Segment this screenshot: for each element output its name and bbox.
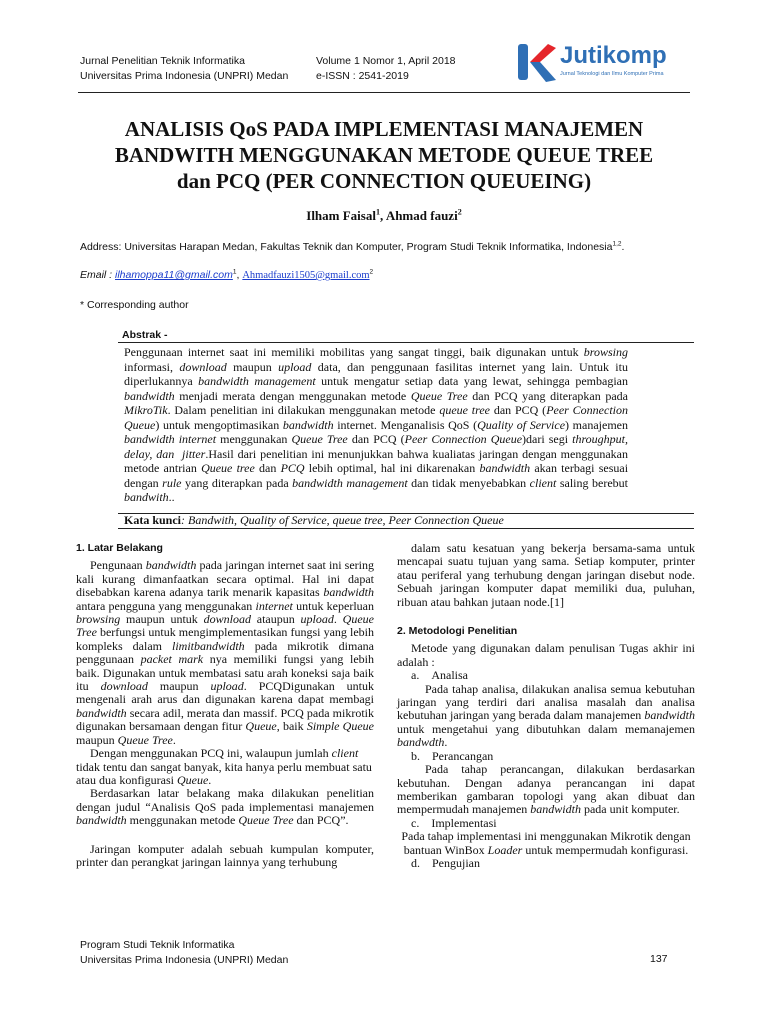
volume-info bbox=[316, 54, 456, 84]
header-divider bbox=[78, 92, 690, 93]
address-end: . bbox=[621, 241, 625, 253]
author-separator: , bbox=[380, 208, 386, 223]
author-2-sup: 2 bbox=[457, 207, 462, 217]
footer-info bbox=[80, 938, 288, 968]
section-heading-2: 2. Metodologi Penelitian bbox=[397, 625, 518, 638]
issn-number: e-ISSN : 2541-2019 bbox=[316, 70, 409, 82]
jutikomp-logo bbox=[514, 40, 704, 84]
paragraph: Metode yang digunakan dalam penulisan Tugas akhir ini adalah : bbox=[397, 641, 695, 669]
title-line-2: BANDWITH MENGGUNAKAN METODE QUEUE TREE bbox=[114, 143, 654, 167]
paragraph: Pengunaan bandwidth pada jaringan internet saat ini sering kali kurang dimanfaatkan secara optimal. Hal ini dapat disebabkan karena adanya tarik menarik kapasitas bandwidth antara pengguna yang menggunakan internet untuk keperluan browsing maupun untuk download ataupun upload. Queue Tree berfungsi untuk mengimplementasikan fungsi yang lebih kompleks dalam limitbandwidth pada mikrotik dimana penggunaan packet mark nya memiliki fungsi yang lebih baik. Digunakan untuk membatasi satu arah koneksi saja baik itu download maupun upload. PCQDigunakan untuk mengenali arah arus dan digunakan karena dapat membagi bandwidth secara adil, merata dan massif. PCQ pada mikrotik digunakan bersamaan dengan fitur Queue, baik Simple Queue maupun Queue Tree. bbox=[76, 558, 375, 747]
paragraph: Berdasarkan latar belakang maka dilakukan penelitian dengan judul “Analisis QoS pada implementasi manajemen bandwidth menggunakan metode Queue Tree dan PCQ”. bbox=[76, 786, 374, 828]
keywords-label: Kata kunci bbox=[124, 513, 182, 527]
email-link-1[interactable]: ilhamoppa11@gmail.com bbox=[115, 269, 233, 281]
abstract-label: Abstrak - bbox=[122, 329, 168, 341]
address bbox=[80, 241, 700, 253]
logo-tagline: Jurnal Teknologi dan Ilmu Komputer Prima bbox=[560, 71, 664, 77]
page-number: 137 bbox=[650, 953, 668, 965]
footer-program: Program Studi Teknik Informatika bbox=[80, 939, 235, 951]
author-1-sup: 1 bbox=[375, 207, 381, 217]
list-item: b. Perancangan bbox=[411, 748, 494, 763]
author-1: Ilham Faisal bbox=[306, 208, 376, 223]
title-line-3: dan PCQ (PER CONNECTION QUEUEING) bbox=[176, 169, 592, 193]
paragraph: dalam satu kesatuan yang bekerja bersama-sama untuk mencapai suatu tujuan yang sama. Setiap komputer, printer atau periferal yang terhubung dengan jaringan disebut node. Sebuah jaringan komputer dapat memiliki dua, puluhan, ribuan atau bahkan jutaan node.[1] bbox=[397, 541, 695, 609]
list-item: a. Analisa bbox=[411, 668, 468, 683]
journal-university: Universitas Prima Indonesia (UNPRI) Medan bbox=[80, 70, 289, 82]
keywords bbox=[124, 513, 504, 528]
list-item: d. Pengujian bbox=[411, 855, 480, 870]
journal-info bbox=[80, 54, 288, 84]
address-sup: 1,2 bbox=[612, 240, 622, 248]
title-line-1: ANALISIS QoS PADA IMPLEMENTASI MANAJEMEN bbox=[124, 117, 644, 141]
abstract-body: Penggunaan internet saat ini memiliki mobilitas yang sangat tinggi, baik digunakan untuk browsing informasi, download maupun upload data, dan penggunaan fasilitas internet yang lain. Untuk itu diperlukannya bandwidth management untuk mengatur setiap data yang lewat, sehingga pembagian bandwidth menjadi merata dengan menggunakan metode Queue Tree dan PCQ yang diterapkan pada MikroTik. Dalam penelitian ini dilakukan menggunakan metode queue tree dan PCQ (Peer Connection Queue) untuk mengoptimasikan bandwidth internet. Menganalisis QoS (Quality of Service) manajemen bandwidth internet menggunakan Queue Tree dan PCQ (Peer Connection Queue)dari segi throughput, delay, dan jitter.Hasil dari penelitian ini menunjukkan bahwa kualiatas jaringan dengan menggunakan metode antrian Queue tree dan PCQ lebih optimal, hal ini dikarenakan bandwidth akan terbagi sesuai dengan rule yang diterapkan pada bandwidth management dan tidak menyebabkan client saling berebut bandwith.. bbox=[124, 345, 629, 504]
paragraph: Jaringan komputer adalah sebuah kumpulan komputer, printer dan perangkat jaringan lainnya yang terhubung bbox=[76, 841, 374, 869]
author-2: Ahmad fauzi bbox=[385, 208, 458, 223]
journal-name: Jurnal Penelitian Teknik Informatika bbox=[80, 55, 245, 67]
right-column bbox=[397, 542, 695, 870]
email-link-2[interactable]: Ahmadfauzi1505@gmail.com bbox=[242, 270, 370, 281]
paragraph: Pada tahap analisa, dilakukan analisa semua kebutuhan jaringan yang terdiri dari analisa masalah dan analisa kebutuhan jaringan yang berada dalam manajemen bandwidth untuk mengetahui yang dibutuhkan dalam memanajemen bandwdth. bbox=[397, 681, 695, 750]
email-line bbox=[80, 269, 700, 281]
abstract-rule-bottom bbox=[118, 528, 694, 529]
address-text: Address: Universitas Harapan Medan, Fakultas Teknik dan Komputer, Program Studi Teknik Informatika, Indonesia bbox=[80, 241, 613, 253]
email-1-sup: 1 bbox=[232, 268, 237, 276]
section-heading-1: 1. Latar Belakang bbox=[76, 542, 163, 554]
abstract-rule-top bbox=[118, 342, 694, 343]
footer-university: Universitas Prima Indonesia (UNPRI) Medan bbox=[80, 954, 289, 966]
corresponding-author: * Corresponding author bbox=[80, 299, 189, 311]
logo-k-icon bbox=[514, 40, 558, 84]
logo-text: Jutikomp bbox=[560, 42, 667, 69]
left-column bbox=[76, 542, 374, 869]
paper-title bbox=[80, 116, 688, 194]
paragraph: Dengan menggunakan PCQ ini, walaupun jumlah client tidak tentu dan sangat banyak, kita hanya perlu membuat satu atau dua konfigurasi Queue. bbox=[76, 746, 372, 787]
paragraph: Pada tahap implementasi ini menggunakan Mikrotik dengan bantuan WinBox Loader untuk mempermudah konfigurasi. bbox=[401, 829, 691, 857]
paragraph: Pada tahap perancangan, dilakukan berdasarkan kebutuhan. Dengan adanya perancangan ini dapat memberikan gambaran topologi yang akan dibuat dan mempermudah manajemen bandwidth pada unit komputer. bbox=[397, 762, 695, 817]
volume-number: Volume 1 Nomor 1, April 2018 bbox=[316, 55, 456, 67]
email-label: Email : bbox=[80, 269, 116, 281]
email-separator: , bbox=[236, 269, 243, 281]
list-item: c. Implementasi bbox=[411, 815, 497, 830]
authors bbox=[80, 208, 688, 224]
keywords-text: : Bandwith, Quality of Service, queue tree, Peer Connection Queue bbox=[181, 513, 504, 527]
email-2-sup: 2 bbox=[369, 268, 374, 276]
